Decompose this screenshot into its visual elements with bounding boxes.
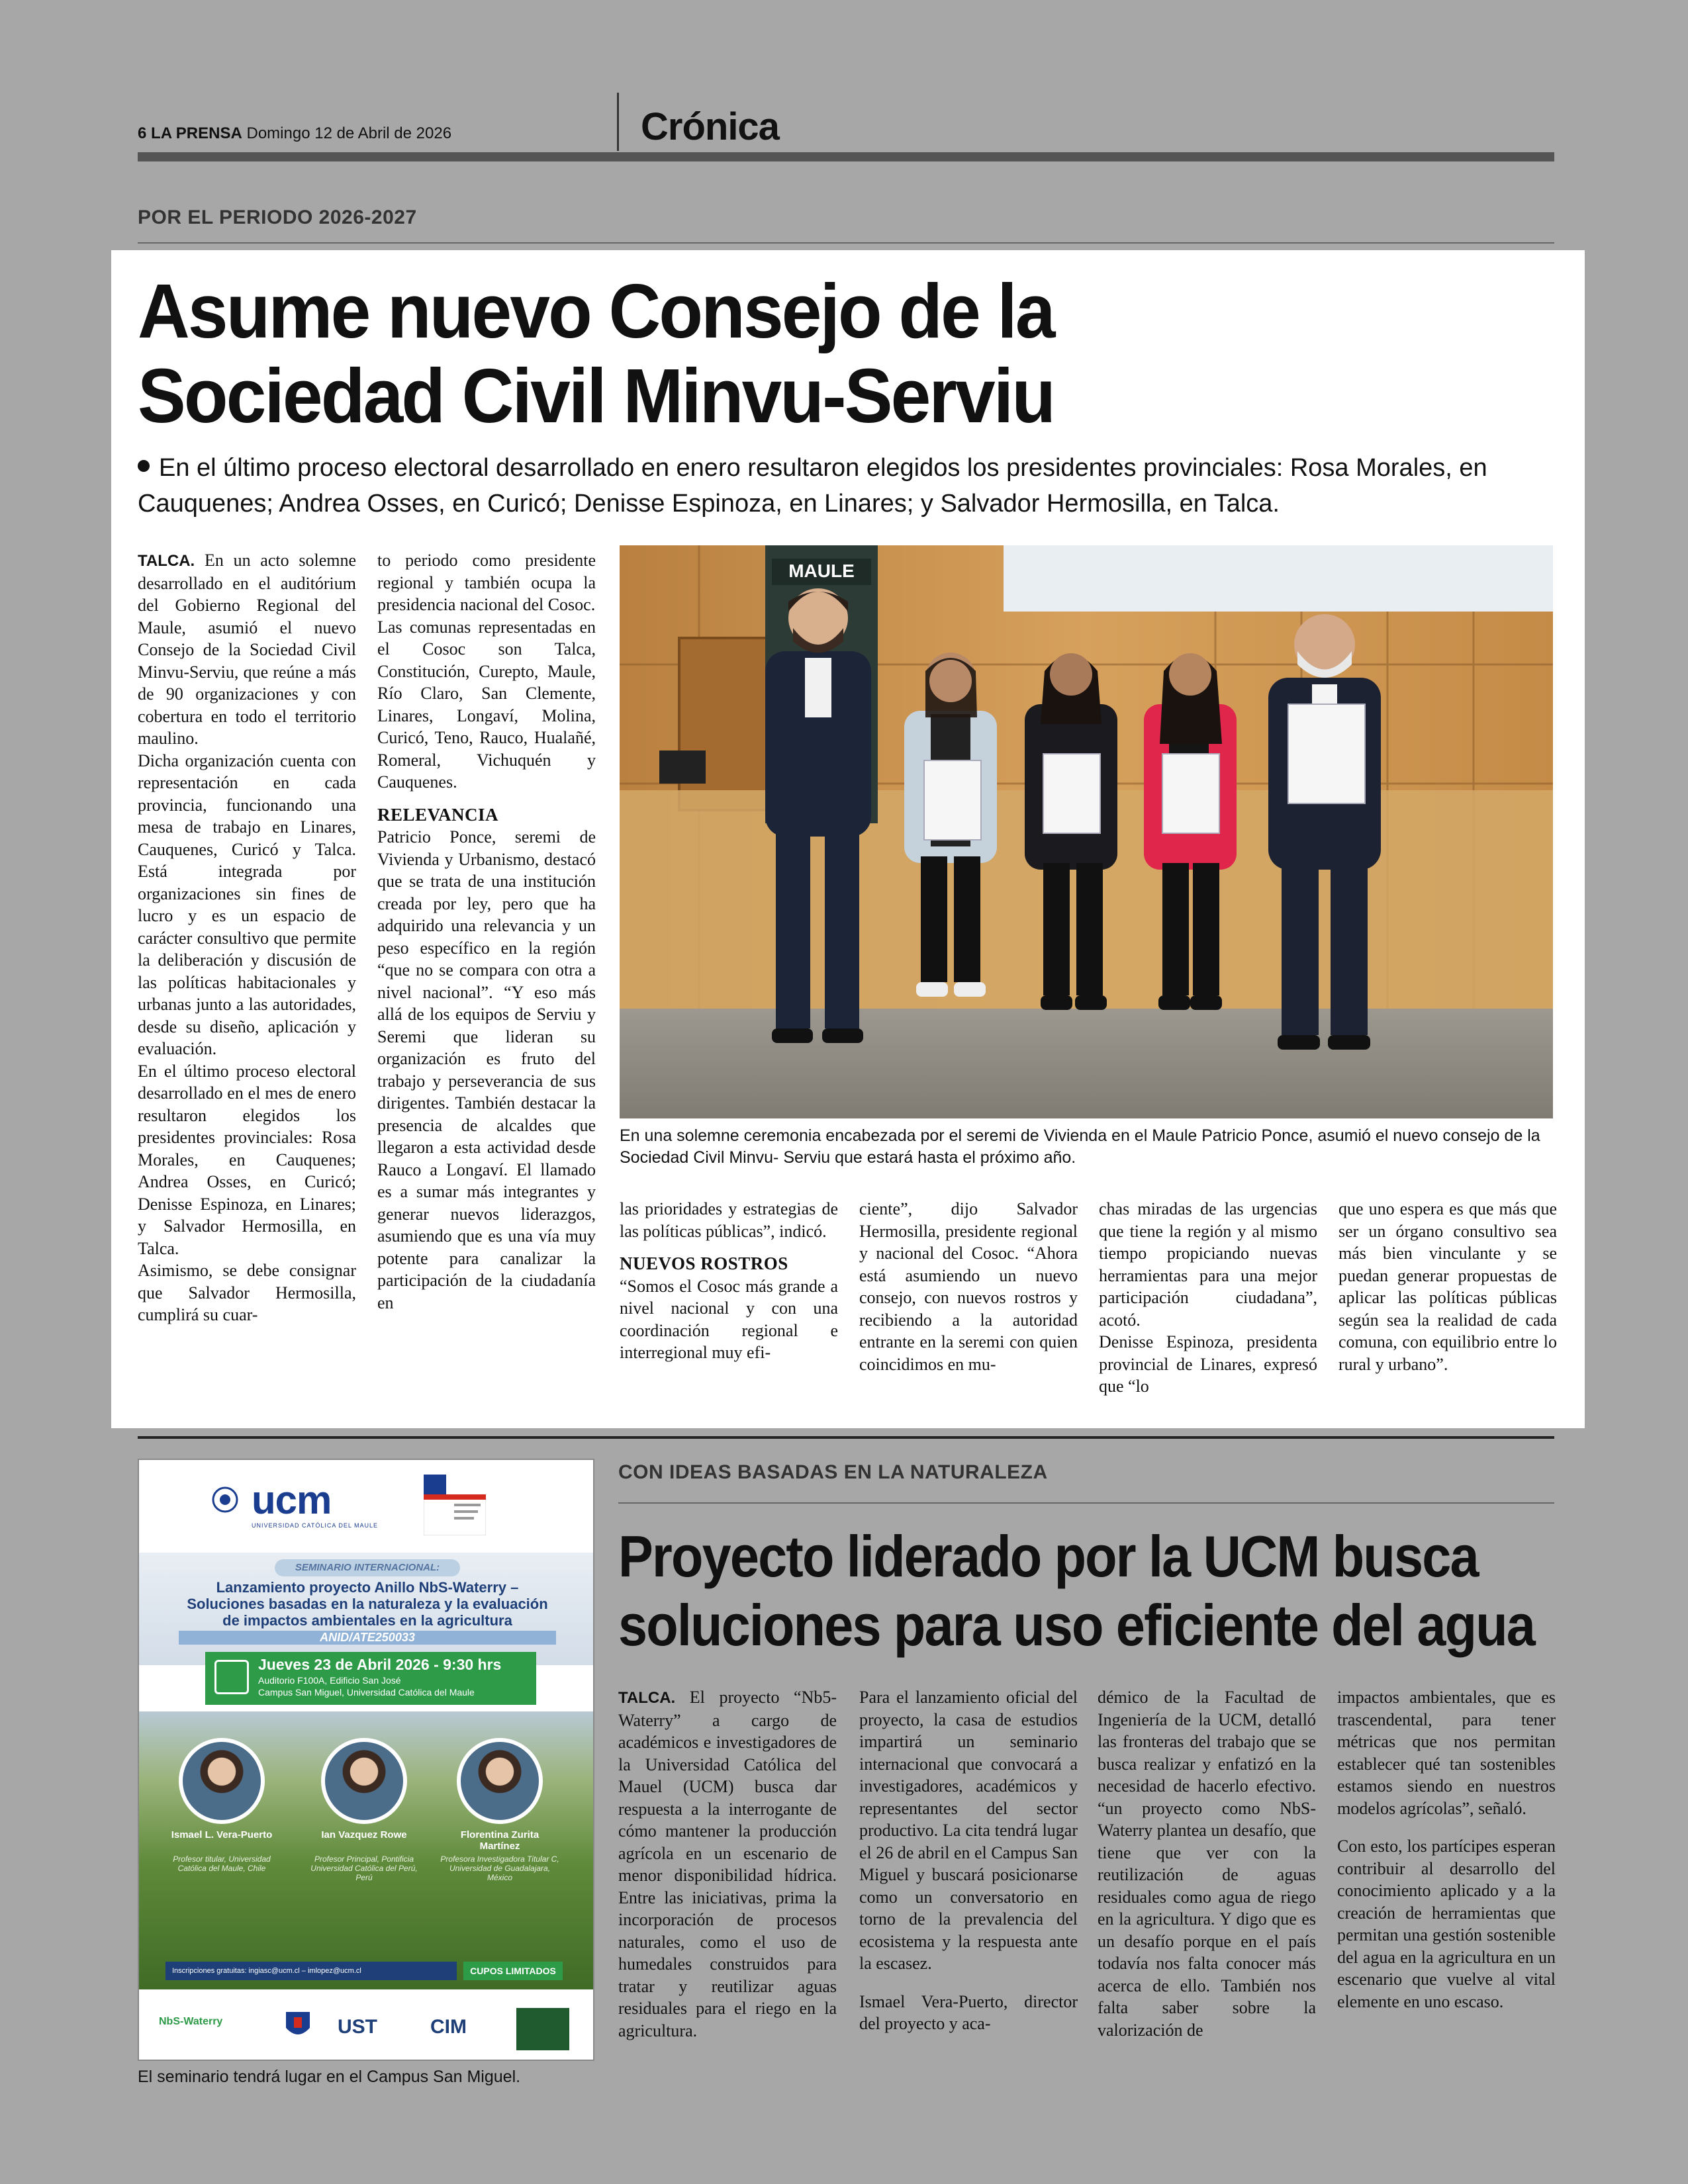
- paragraph: Las comunas representadas en el Cosoc son Talca, Constitución, Curepto, Maule, Río Claro, San Clemente, Linares, Longaví, Molina, Curicó, Teno, Rauco, Hualañé, Romeral, Vichuquén y Cauquenes.: [377, 617, 596, 792]
- partner-logo: UST: [338, 2016, 377, 2038]
- paragraph: Asimismo, se debe consignar que Salvador Hermosilla, cumplirá su cuar-: [138, 1261, 356, 1324]
- partner-logo: CIM: [430, 2016, 467, 2038]
- speaker-photo: [457, 1738, 543, 1824]
- headline-line: Proyecto liderado por la UCM busca: [618, 1524, 1478, 1589]
- speaker-role: Profesora Investigadora Titular C, Universidad de Guadalajara, México: [440, 1854, 559, 1882]
- headline-line: Asume nuevo Consejo de la: [138, 268, 1054, 354]
- poster-code: ANID/ATE250033: [179, 1631, 556, 1645]
- kicker-rule: [138, 242, 1554, 244]
- paragraph: Denisse Espinoza, presidenta provincial de Linares, expresó que “lo: [1099, 1332, 1317, 1396]
- paragraph: chas miradas de las urgencias que tiene la región y al mismo tiempo propiciando nuevas herramientas para una mejor participación ciudadana”, acotó.: [1099, 1199, 1317, 1330]
- header-separator: [617, 93, 619, 151]
- article2-column-4: [1337, 1686, 1556, 2013]
- article1-column-5: [1099, 1198, 1317, 1398]
- paragraph: impactos ambientales, que es trascendental, para tener métricas que nos permitan establecer qué tan sostenibles estamos siendo en nuestros modelos agrícolas”, señaló.: [1337, 1688, 1556, 1818]
- dateline: TALCA.: [618, 1689, 676, 1707]
- poster-inscriptions: Inscripciones gratuitas: ingiasc@ucm.cl – imlopez@ucm.cl: [165, 1962, 457, 1980]
- poster-date: Jueves 23 de Abril 2026 - 9:30 hrs: [258, 1656, 502, 1673]
- article1-column-1: [138, 549, 356, 1326]
- paragraph: Ismael Vera-Puerto, director del proyecto y aca-: [859, 1991, 1078, 2033]
- bullet-icon: [138, 460, 150, 472]
- poster-pill: SEMINARIO INTERNACIONAL:: [275, 1559, 460, 1576]
- gobierno-chile-flag-icon: [424, 1475, 486, 1535]
- speaker-role: Profesor titular, Universidad Católica del Maule, Chile: [173, 1854, 271, 1873]
- article2-column-3: [1098, 1686, 1316, 2041]
- partner-logo-box: [516, 2008, 569, 2050]
- article1-dek: [138, 450, 1568, 522]
- poster-partner-logos: [139, 1996, 593, 2061]
- poster-venue: [258, 1674, 475, 1698]
- paragraph: “Somos el Cosoc más grande a nivel nacional y con una coordinación regional e interregional muy efi-: [620, 1276, 838, 1362]
- university-shield-icon: [285, 2011, 311, 2041]
- speaker-name: Ismael L. Vera-Puerto: [171, 1829, 273, 1841]
- ceremony-photo: [620, 545, 1553, 1118]
- paragraph: Dicha organización cuenta con representación en cada provincia, funcionando una mesa de trabajo en Linares, Cauquenes, Curicó y Talca. Está integrada por organizaciones sin fines de lucro y es un espacio de carácter consultivo que permite la deliberación y discusión de las políticas habitacionales y urbanas junto a las autoridades, desde su diseño, aplicación y evaluación.: [138, 751, 356, 1058]
- paragraph: ciente”, dijo Salvador Hermosilla, presidente regional y nacional del Cosoc. “Ahora está asumiendo un nuevo consejo, con nuevos rostros y recibiendo a la autoridad entrante en la seremi con quien coincidimos en mu-: [859, 1199, 1078, 1374]
- poster-caption: El seminario tendrá lugar en el Campus San Miguel.: [138, 2068, 521, 2086]
- poster-title: Lanzamiento proyecto Anillo NbS-Waterry – Soluciones basadas en la naturaleza y la evaluación de impactos ambientales en la agricultura: [187, 1579, 548, 1629]
- article1-kicker: POR EL PERIODO 2026-2027: [138, 206, 417, 228]
- folio: [138, 124, 451, 143]
- article2-column-1: [618, 1686, 837, 2042]
- speaker-photo: [321, 1738, 407, 1824]
- speaker-photo: [179, 1738, 265, 1824]
- article1-column-3: [620, 1198, 838, 1364]
- paragraph: Patricio Ponce, seremi de Vivienda y Urbanismo, destacó que se trata de una institución creada por ley, pero que ha adquirido una relevancia y un peso específico en la región “que no se compara con otra a nivel nacional”. “Y eso más allá de los equipos de Serviu y Seremi que lideran su organización es fruto del trabajo y perseverancia de sus dirigentes. También destacar la presencia de alcaldes que llegaron a esta actividad desde Rauco a Longaví. El llamado es a sumar más integrantes y generar nuevos liderazgos, asumiendo que es una vía muy potente para canalizar la participación de la ciudadanía en: [377, 827, 596, 1312]
- section-title: Crónica: [641, 105, 779, 148]
- article1-column-2: [377, 549, 596, 1314]
- dek-text: En el último proceso electoral desarrollado en enero resultaron elegidos los presidentes provinciales: Rosa Morales, en Cauquenes; Andrea Osses, en Curicó; Denisse Espinoza, en Linares; y Salvador Hermosilla, en Talca.: [138, 454, 1487, 518]
- paragraph: Con esto, los partícipes esperan contribuir al desarrollo del conocimiento aplicado y a la creación de herramientas que permitan una gestión sostenible del agua en la agricultura en un escenario que vuelve al vital elemente en uno escaso.: [1337, 1837, 1556, 2011]
- ucm-seal-icon: [212, 1486, 238, 1513]
- paragraph: El proyecto “Nb5-Waterry” a cargo de académicos e investigadores de la Universidad Católica del Mauel (UCM) busca dar respuesta a la interrogante de cómo mantener la producción agrícola en un escenario de menor disponibilidad hídrica. Entre las iniciativas, prima la incorporación de procesos naturales, como el uso de humedales construidos para tratar y reutilizar aguas residuales para el riego en la agricultura.: [618, 1688, 837, 2040]
- paper-name: LA PRENSA: [151, 124, 242, 142]
- paragraph: que uno espera es que más que ser un órgano consultivo sea más bien vinculante y se puedan generar propuestas de aplicar las políticas públicas según sea la realidad de cada comuna, con equilibrio entre lo rural y urbano”.: [1338, 1199, 1557, 1374]
- photo-caption: En una solemne ceremonia encabezada por el seremi de Vivienda en el Maule Patricio Ponce, asumió el nuevo consejo de la Sociedad Civil Minvu- Serviu que estará hasta el próximo año.: [620, 1126, 1540, 1167]
- section-rule: [138, 1436, 1554, 1439]
- calendar-icon: [214, 1660, 249, 1694]
- venue-line: Auditorio F100A, Edificio San José: [258, 1675, 401, 1686]
- paragraph: to periodo como presidente regional y también ocupa la presidencia nacional del Cosoc.: [377, 551, 596, 614]
- article1-column-6: [1338, 1198, 1557, 1375]
- partner-logo: NbS-Waterry: [159, 2016, 223, 2027]
- seminar-poster: [138, 1459, 594, 2061]
- header-rule: [138, 152, 1554, 161]
- speaker-name: Ian Vazquez Rowe: [321, 1829, 407, 1841]
- page-header: [138, 93, 1554, 165]
- ucm-logo-subtitle: UNIVERSIDAD CATÓLICA DEL MAULE: [252, 1522, 379, 1529]
- headline-line: Sociedad Civil Minvu-Serviu: [138, 353, 1055, 439]
- article2-headline: [618, 1522, 1535, 1660]
- headline-line: soluciones para uso eficiente del agua: [618, 1592, 1535, 1658]
- speaker-name: Florentina Zurita Martínez: [460, 1829, 539, 1852]
- article2-column-2: [859, 1686, 1078, 2035]
- paragraph: démico de la Facultad de Ingeniería de la UCM, detalló las fronteras del trabajo que se busca realizar y enfatizó en la necesidad de hacerlo efectivo. “un proyecto como NbS-Waterry plantea un desafío, que tiene que ver con la reutilización de aguas residuales como agua de riego en la agricultura. Y digo que es un desafío porque en el país todavía nos falta conocer más acerca de ello. También nos falta saber sobre la valorización de: [1098, 1688, 1316, 2040]
- paragraph: las prioridades y estrategias de las políticas públicas”, indicó.: [620, 1199, 838, 1241]
- subheading: RELEVANCIA: [377, 804, 499, 825]
- ceremony-photo-illustration: [620, 545, 1553, 1118]
- article1-column-4: [859, 1198, 1078, 1375]
- banner-text: MAULE: [788, 561, 855, 581]
- issue-date: Domingo 12 de Abril de 2026: [246, 124, 452, 142]
- article-consejo-sociedad-civil: [111, 250, 1585, 1428]
- article2-kicker: CON IDEAS BASADAS EN LA NATURALEZA: [618, 1461, 1048, 1483]
- ucm-logo: ucm: [252, 1478, 332, 1522]
- poster-cupos: CUPOS LIMITADOS: [463, 1962, 563, 1980]
- dateline: TALCA.: [138, 552, 195, 570]
- article1-headline: [138, 269, 1133, 438]
- paragraph: En el último proceso electoral desarrollado en el mes de enero resultaron elegidos los presidentes provinciales: Rosa Morales, en Cauquenes; Andrea Osses, en Curicó; Denisse Espinoza, en Linares; y Salvador Hermosilla, en Talca.: [138, 1061, 356, 1258]
- paragraph: Para el lanzamiento oficial del proyecto, la casa de estudios impartirá un seminario internacional que convocará a investigadores, académicos y representantes del sector productivo. La cita tendrá lugar el 26 de abril en el Campus San Miguel y buscará posicionarse como un conversatorio en torno de la prevalencia del ecosistema y la respuesta ante la escasez.: [859, 1688, 1078, 1973]
- page-number: 6: [138, 124, 147, 142]
- kicker-rule: [618, 1502, 1554, 1504]
- paragraph: En un acto solemne desarrollado en el auditórium del Gobierno Regional del Maule, asumió el nuevo Consejo de la Sociedad Civil Minvu-Serviu, que reúne a más de 90 organizaciones y con cobertura en todo el territorio maulino.: [138, 551, 356, 748]
- speaker-role: Profesor Principal, Pontificia Universidad Católica del Perú, Perú: [310, 1854, 418, 1882]
- subheading: NUEVOS ROSTROS: [620, 1253, 788, 1273]
- poster-date-box: [205, 1652, 536, 1705]
- venue-line: Campus San Miguel, Universidad Católica del Maule: [258, 1687, 475, 1698]
